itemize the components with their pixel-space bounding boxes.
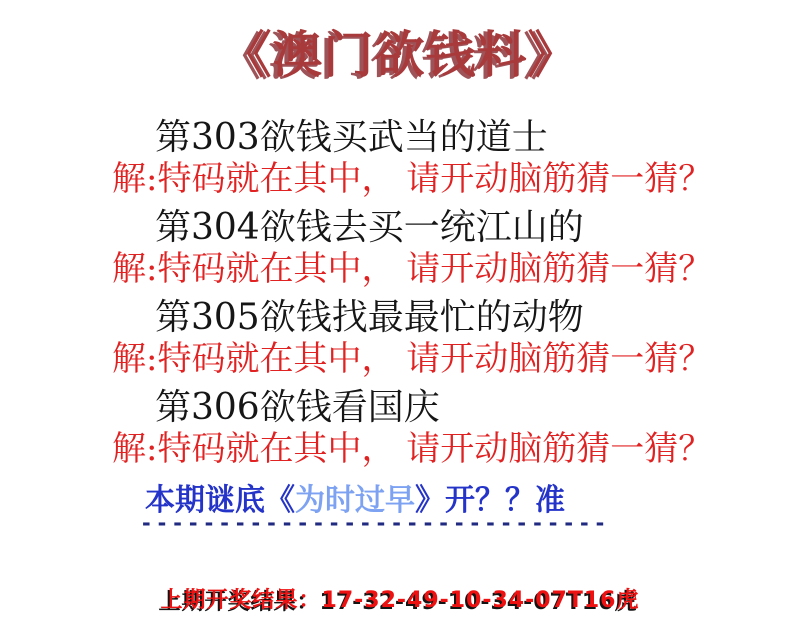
previous-draw-label: 上期开奖结果： (160, 588, 322, 613)
riddle-item-305 (0, 296, 800, 379)
answer-bracket-open: 《 (265, 483, 295, 518)
riddle-item-304 (0, 206, 800, 289)
answer-suffix: 开？？准 (445, 483, 565, 518)
riddle-item-303 (0, 116, 800, 199)
riddle-hint: 解:特码就在其中， 请开动脑筋猜一猜？ (112, 159, 713, 199)
answer-prefix: 本期谜底 (145, 483, 265, 518)
riddle-question: 第305欲钱找最最忙的动物 (155, 297, 584, 338)
previous-draw-numbers: 17-32-49-10-34-07T16虎 (321, 588, 640, 613)
page-title: 《澳门欲钱料》 (221, 25, 579, 84)
riddle-question: 第304欲钱去买一统江山的 (155, 207, 584, 248)
riddle-hint: 解:特码就在其中， 请开动脑筋猜一猜？ (112, 339, 713, 379)
riddle-hint: 解:特码就在其中， 请开动脑筋猜一猜？ (112, 249, 713, 289)
answer-solution: 为时过早 (295, 483, 415, 518)
dashed-divider: ------------------------------ (140, 511, 610, 535)
riddle-question: 第306欲钱看国庆 (155, 387, 440, 428)
riddle-hint: 解:特码就在其中， 请开动脑筋猜一猜？ (112, 429, 713, 469)
riddle-list (0, 116, 800, 476)
riddle-item-306 (0, 386, 800, 469)
riddle-question: 第303欲钱买武当的道士 (155, 117, 548, 158)
answer-bracket-close: 》 (415, 483, 445, 518)
previous-draw-result (0, 583, 800, 614)
